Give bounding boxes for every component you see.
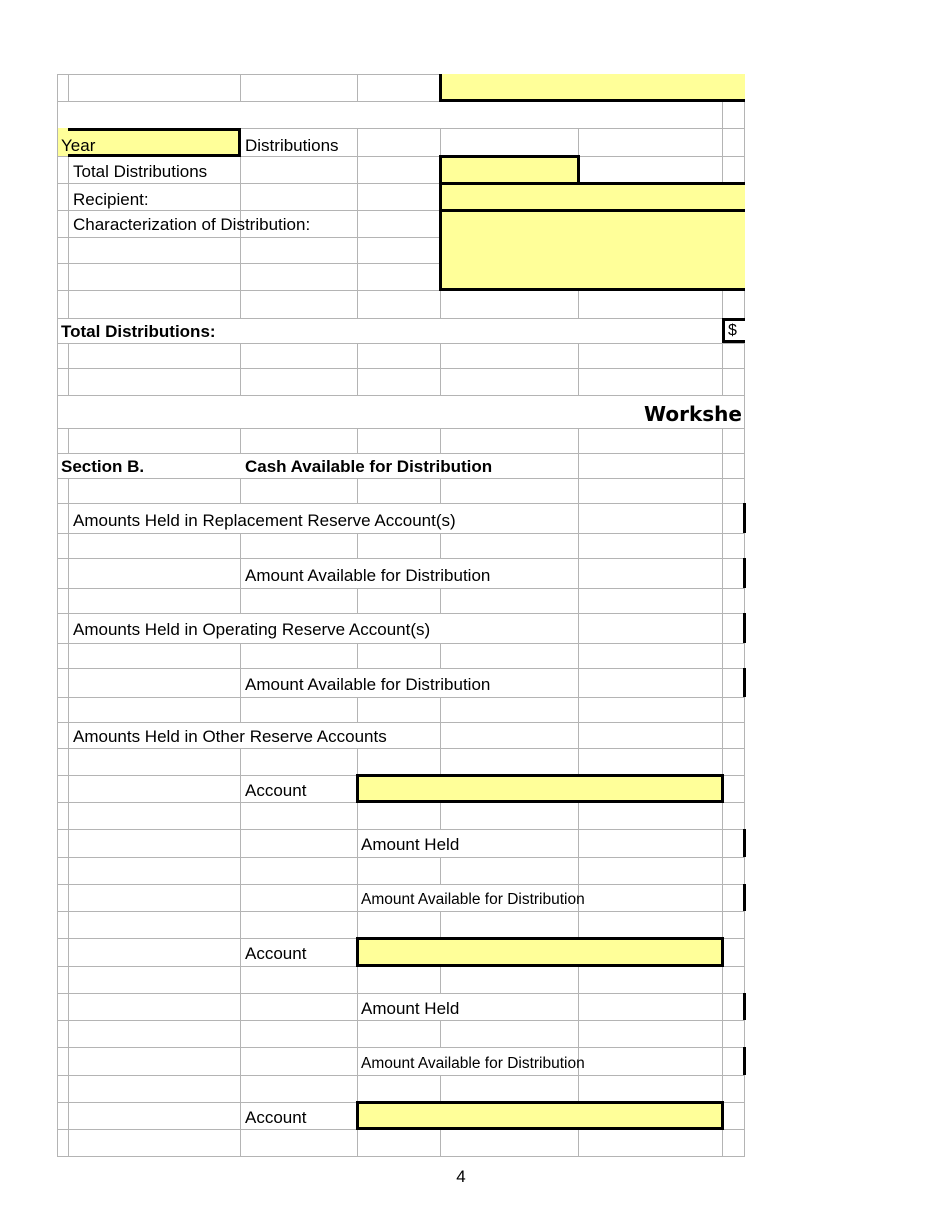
- section-label: Section B.: [61, 457, 145, 476]
- amount-held-label-2: Amount Held: [361, 999, 460, 1018]
- amount-available-label-1: Amount Available for Distribution: [361, 891, 585, 908]
- account-label-1: Account: [245, 781, 307, 800]
- account-label-3: Account: [245, 1108, 307, 1127]
- characterization-input[interactable]: [440, 210, 745, 290]
- account-name-input-2[interactable]: [357, 938, 722, 966]
- account-name-input-3[interactable]: [357, 1102, 722, 1129]
- account-label-2: Account: [245, 944, 307, 963]
- total-distributions-label: Total Distributions: [73, 162, 208, 181]
- recipient-label: Recipient:: [73, 190, 149, 209]
- amount-held-label-1: Amount Held: [361, 835, 460, 854]
- replacement-reserve-label: Amounts Held in Replacement Reserve Account(s): [73, 511, 456, 530]
- grand-total-label: Total Distributions:: [61, 322, 216, 341]
- total-distributions-input[interactable]: [440, 156, 578, 183]
- worksheet-title: Workshe: [644, 402, 742, 426]
- distributions-header: Distributions: [245, 136, 339, 155]
- recipient-input[interactable]: [440, 183, 745, 210]
- amount-available-label-2: Amount Available for Distribution: [361, 1055, 585, 1072]
- other-reserve-label: Amounts Held in Other Reserve Accounts: [73, 727, 387, 746]
- replacement-available-label: Amount Available for Distribution: [245, 566, 491, 585]
- operating-available-label: Amount Available for Distribution: [245, 675, 491, 694]
- section-heading: Cash Available for Distribution: [245, 457, 493, 476]
- characterization-label: Characterization of Distribution:: [73, 215, 311, 234]
- total-distributions-amount[interactable]: $: [722, 318, 745, 343]
- year-label: Year: [61, 136, 96, 155]
- operating-reserve-label: Amounts Held in Operating Reserve Account(s): [73, 620, 431, 639]
- page-number: 4: [456, 1167, 466, 1186]
- account-name-input-1[interactable]: [357, 775, 722, 802]
- input-top-right[interactable]: [440, 74, 745, 102]
